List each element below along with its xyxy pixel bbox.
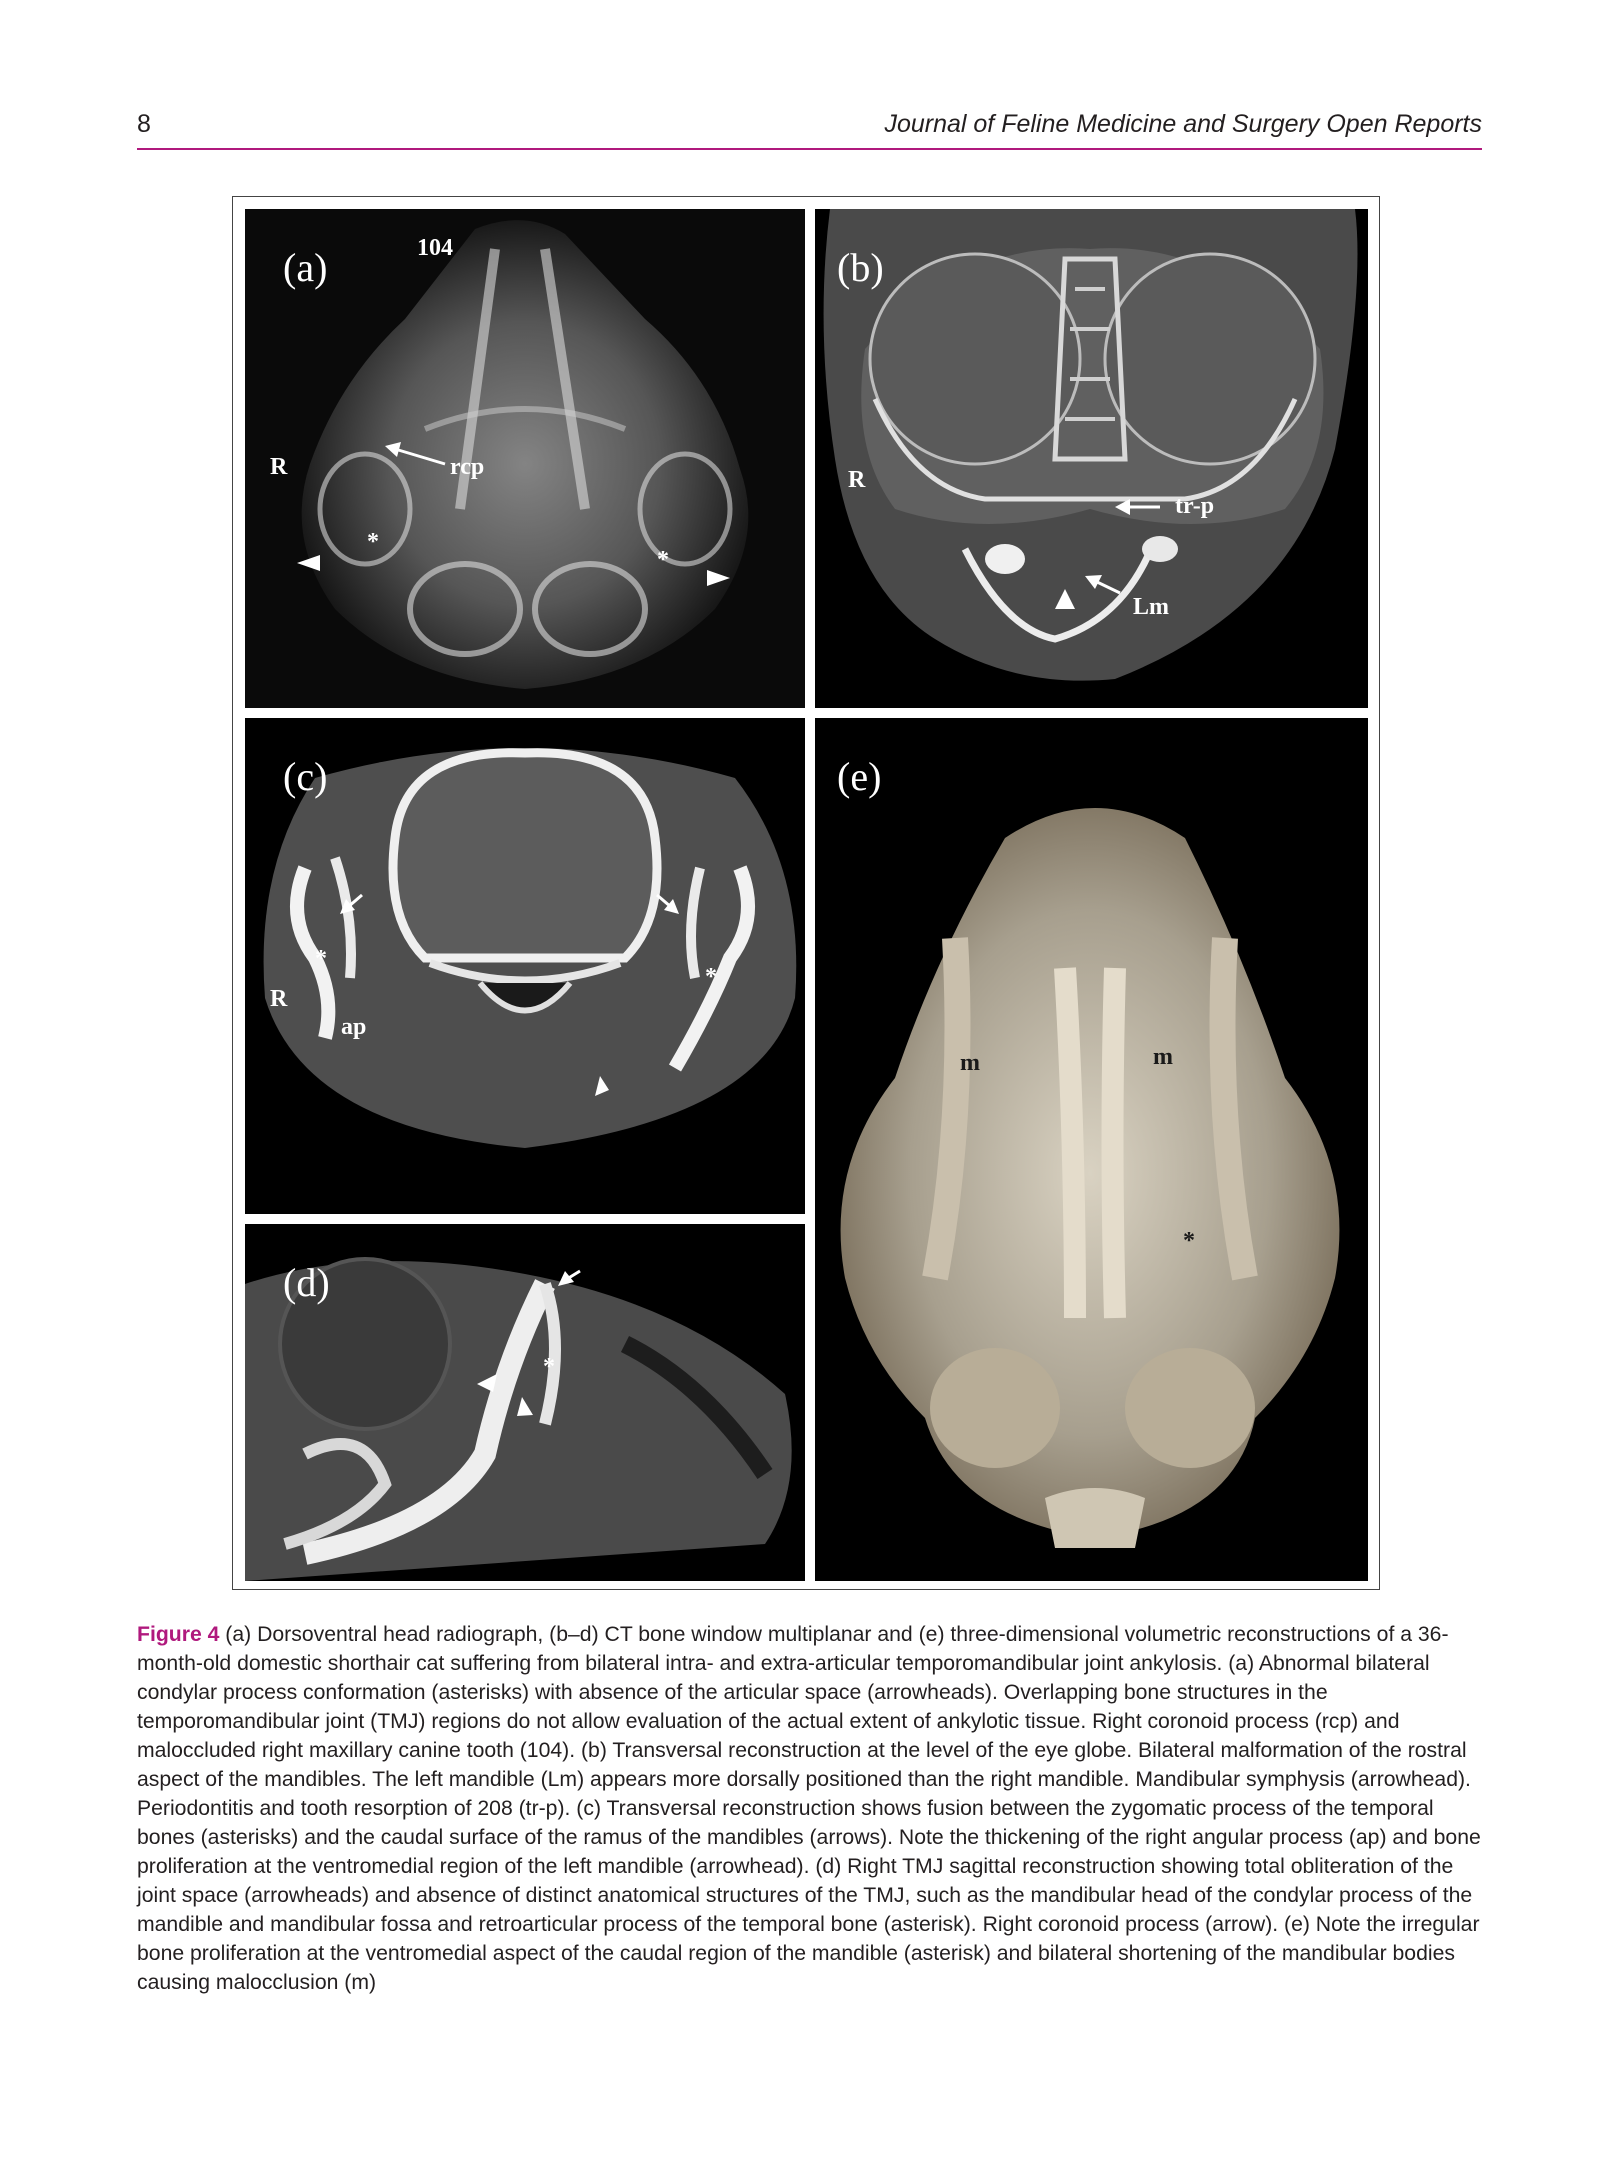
header-rule bbox=[137, 148, 1482, 150]
label-ap: ap bbox=[341, 1014, 367, 1040]
panel-label-c: (c) bbox=[283, 754, 328, 799]
label-104: 104 bbox=[417, 235, 453, 261]
label-rcp: rcp bbox=[450, 454, 485, 480]
panel-label-b: (b) bbox=[837, 245, 884, 290]
label-r-c: R bbox=[270, 986, 288, 1012]
label-r: R bbox=[270, 454, 288, 480]
figure-4 bbox=[232, 196, 1380, 1590]
label-lm: Lm bbox=[1133, 594, 1169, 620]
figure-caption bbox=[137, 1620, 1482, 1997]
caption-label: Figure 4 bbox=[137, 1623, 220, 1646]
panel-a-radiograph bbox=[245, 209, 805, 708]
panel-c-ct-transversal bbox=[245, 718, 805, 1214]
panel-label-e: (e) bbox=[837, 754, 882, 799]
asterisk-left: * bbox=[367, 529, 379, 555]
page-number: 8 bbox=[137, 110, 151, 138]
panel-e-3d-reconstruction bbox=[815, 718, 1368, 1581]
ct-image-c bbox=[245, 718, 805, 1214]
3d-image-e bbox=[815, 718, 1368, 1581]
label-tr-p: tr-p bbox=[1175, 493, 1215, 519]
asterisk-d: * bbox=[543, 1354, 555, 1380]
panel-label-a: (a) bbox=[283, 245, 328, 290]
radiograph-image bbox=[245, 209, 805, 708]
label-r-b: R bbox=[848, 467, 866, 493]
journal-title: Journal of Feline Medicine and Surgery Open Reports bbox=[884, 110, 1482, 138]
ct-image-b bbox=[815, 209, 1368, 708]
panel-label-d: (d) bbox=[283, 1260, 330, 1305]
ct-image-d bbox=[245, 1224, 805, 1581]
asterisk-right: * bbox=[657, 547, 669, 573]
caption-text: (a) Dorsoventral head radiograph, (b–d) CT bone window multiplanar and (e) three-dimensional volumetric reconstructions of a 36-month-old domestic shorthair cat suffering from bilateral intra- and extra-articular temporomandibular joint ankylosis. (a) Abnormal bilateral condylar process conformation (asterisks) with absence of the articular space (arrowheads). Overlapping bone structures in the temporomandibular joint (TMJ) regions do not allow evaluation of the actual extent of ankylotic tissue. Right coronoid process (rcp) and maloccluded right maxillary canine tooth (104). (b) Transversal reconstruction at the level of the eye globe. Bilateral malformation of the rostral aspect of the mandibles. The left mandible (Lm) appears more dorsally positioned than the right mandible. Mandibular symphysis (arrowhead). Periodontitis and tooth resorption of 208 (tr-p). (c) Transversal reconstruction shows fusion between the zygomatic process of the temporal bones (asterisks) and the caudal surface of the ramus of the mandibles (arrows). Note the thickening of the right angular process (ap) and bone proliferation at the ventromedial region of the left mandible (arrowhead). (d) Right TMJ sagittal reconstruction showing total obliteration of the joint space (arrowheads) and absence of distinct anatomical structures of the TMJ, such as the mandibular head of the condylar process of the mandible and mandibular fossa and retroarticular process of the temporal bone (asterisk). Right coronoid process (arrow). (e) Note the irregular bone proliferation at the ventromedial aspect of the caudal region of the mandible (asterisk) and bilateral shortening of the mandibular bodies causing malocclusion (m) bbox=[137, 1623, 1481, 1994]
asterisk-e: * bbox=[1183, 1228, 1195, 1254]
asterisk-c-left: * bbox=[315, 946, 327, 972]
panel-d-ct-sagittal bbox=[245, 1224, 805, 1581]
panel-b-ct-transversal bbox=[815, 209, 1368, 708]
label-m-right: m bbox=[1153, 1044, 1173, 1070]
label-m-left: m bbox=[960, 1050, 980, 1076]
asterisk-c-right: * bbox=[705, 964, 717, 990]
